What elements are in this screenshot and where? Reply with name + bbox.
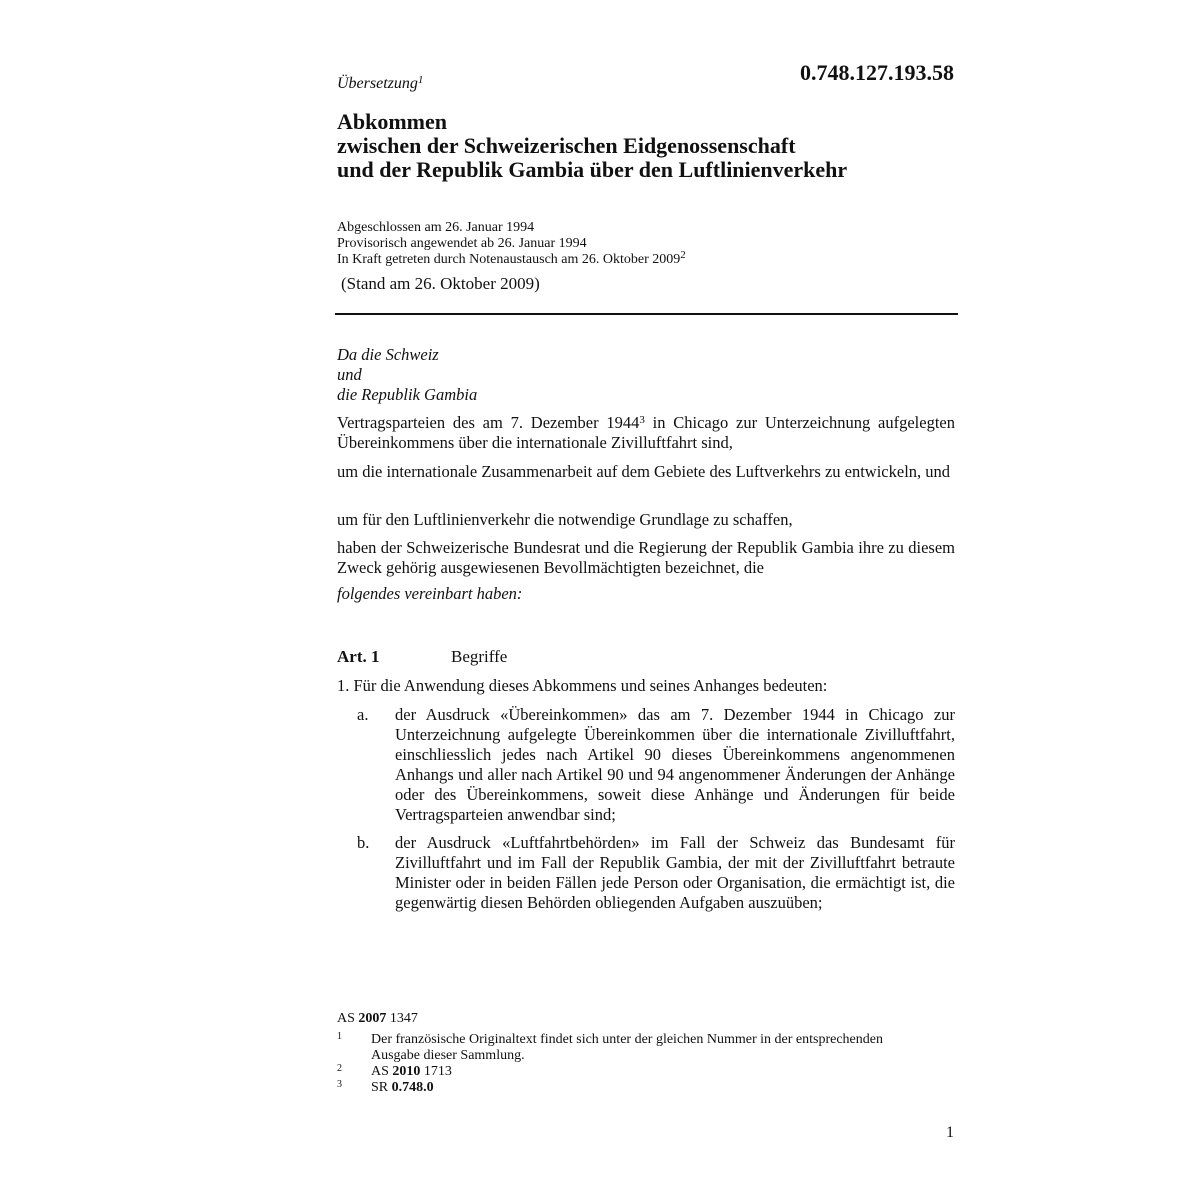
preamble-clause-5: folgendes vereinbart haben: <box>337 584 523 603</box>
in-force-date: In Kraft getreten durch Notenaustausch am 26. Oktober 2009$^2$ <box>337 249 686 267</box>
preamble-party-2: die Republik Gambia <box>337 385 478 404</box>
as-reference: AS 2007 1347 <box>337 1011 418 1026</box>
preamble-clause-1: Vertragsparteien des am 7. Dezember 1944$^3$ in Chicago zur Unterzeichnung aufgelegten Übereinkommens über die internationale Zivilluftfahrt sind, <box>337 413 956 452</box>
footnote-ref-3[interactable]: 3 <box>639 414 645 426</box>
article-paragraph-1: 1. Für die Anwendung dieses Abkommens und seines Anhanges bedeuten: <box>337 676 828 695</box>
title-line-1: Abkommen <box>337 109 448 134</box>
sr-number: 0.748.127.193.58 <box>800 60 954 85</box>
list-item <box>357 833 955 913</box>
footnote-2 <box>337 1064 897 1080</box>
translation-label: Übersetzung$^1$ <box>337 74 424 92</box>
list-item-letter: a. <box>357 705 369 724</box>
preamble-clause-4: haben der Schweizerische Bundesrat und die Regierung der Republik Gambia ihre zu diesem Zweck gehörig ausgewiesenen Bevollmächtigten bezeichnet, die <box>337 538 955 577</box>
preamble-clause-3: um für den Luftlinienverkehr die notwendige Grundlage zu schaffen, <box>337 510 793 529</box>
status-date: (Stand am 26. Oktober 2009) <box>341 274 540 293</box>
footnote-text: AS 2010 1713 <box>371 1064 452 1079</box>
footnote-text: Der französische Originaltext findet sich unter der gleichen Nummer in der entsprechenden Ausgabe dieser Sammlung. <box>371 1032 883 1063</box>
footnote-number: 1 <box>337 1031 342 1042</box>
preamble-clause-2: um die internationale Zusammenarbeit auf dem Gebiete des Luftverkehrs zu entwickeln, und <box>337 462 951 481</box>
concluded-date: Abgeschlossen am 26. Januar 1994 <box>337 220 535 235</box>
footnote-number: 3 <box>337 1079 342 1090</box>
list-item-letter: b. <box>357 833 370 852</box>
provisional-date: Provisorisch angewendet ab 26. Januar 1994 <box>337 236 587 251</box>
preamble-party-1: Da die Schweiz <box>337 345 439 364</box>
list-item-text: der Ausdruck «Luftfahrtbehörden» im Fall der Schweiz das Bundesamt für Zivilluftfahrt und im Fall der Republik Gambia, der mit der Zivilluftfahrt betraute Minister oder in beiden Fällen jede Person oder Organisation, die ermächtigt ist, die gegenwärtig diesen Behörden obliegenden Aufgaben auszuüben; <box>395 833 955 912</box>
footnote-1 <box>337 1032 897 1064</box>
list-item-text: der Ausdruck «Übereinkommen» das am 7. Dezember 1944 in Chicago zur Unterzeichnung aufgelegte Übereinkommen über die internationale Zivilluftfahrt, einschliesslich jedes nach Artikel 90 dieses Übereinkommens angenommenen Anhangs und aller nach Artikel 90 und 94 angenommener Änderungen der Anhänge oder des Übereinkommens, soweit diese Anhänge und Änderungen für beide Vertragsparteien anwendbar sind; <box>395 705 955 824</box>
preamble-and: und <box>337 365 362 384</box>
header-divider <box>335 313 958 315</box>
footnote-3 <box>337 1080 897 1096</box>
page-number: 1 <box>946 1124 954 1141</box>
list-item <box>357 705 955 825</box>
footnote-number: 2 <box>337 1063 342 1074</box>
footnote-ref-1[interactable]: 1 <box>417 74 424 86</box>
article-number: Art. 1 <box>337 647 380 666</box>
article-heading <box>337 647 507 667</box>
article-title: Begriffe <box>451 647 508 666</box>
document-title <box>337 110 847 182</box>
document-meta <box>337 220 686 268</box>
title-line-2: zwischen der Schweizerischen Eidgenossenschaft <box>337 133 796 158</box>
footnote-ref-2[interactable]: 2 <box>680 249 686 261</box>
title-line-3: und der Republik Gambia über den Luftlinienverkehr <box>337 157 848 182</box>
footnote-text: SR 0.748.0 <box>371 1080 434 1095</box>
